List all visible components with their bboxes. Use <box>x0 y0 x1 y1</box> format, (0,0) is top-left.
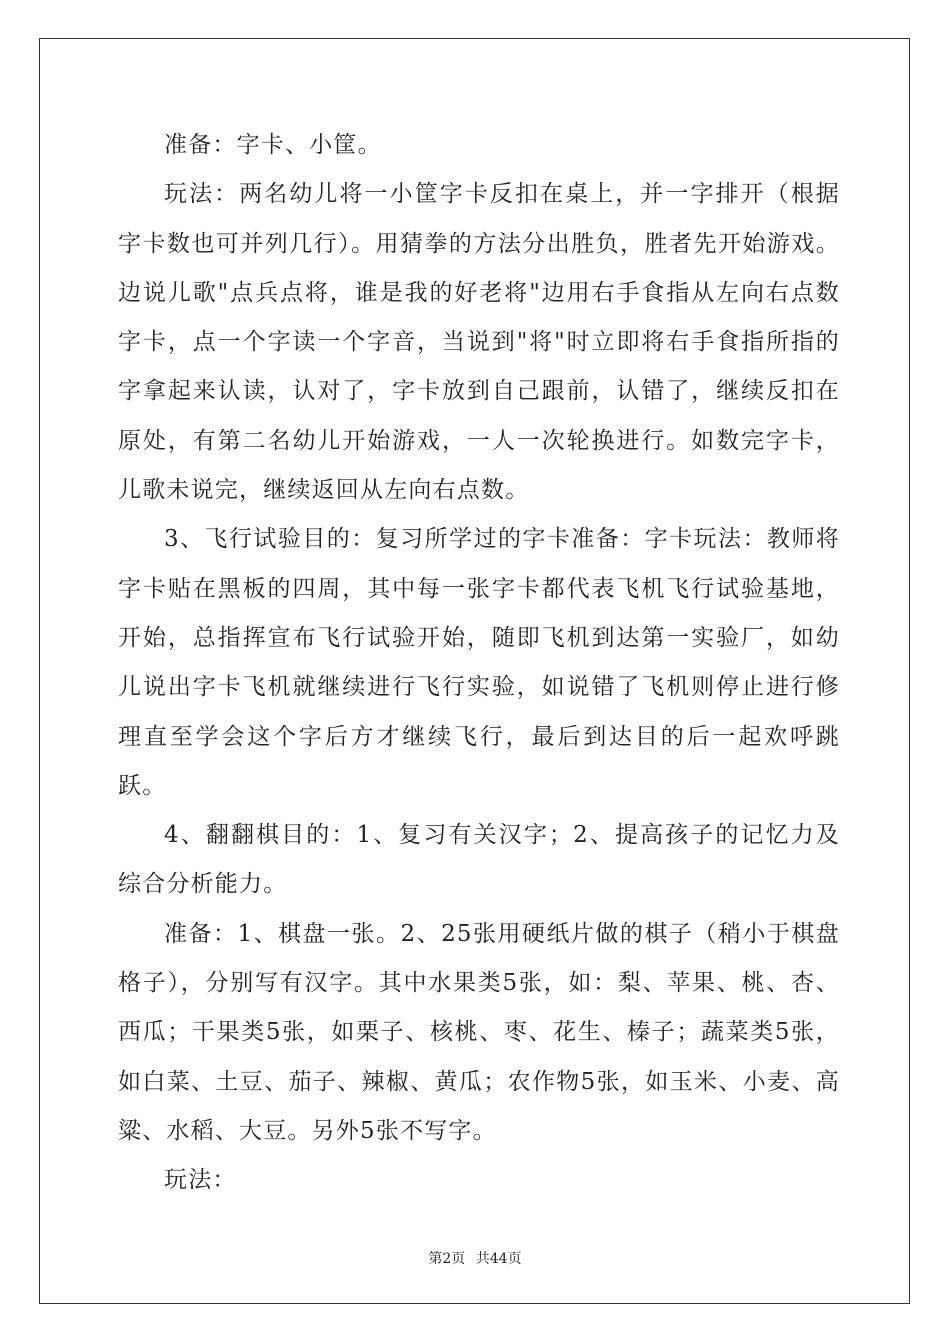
paragraph-gameplay-2: 玩法： <box>164 1167 237 1194</box>
paragraph-preparation-2: 准备：1、棋盘一张。2、25张用硬纸片做的棋子（稍小于棋盘格子），分别写有汉字。其中水果类5张，如：梨、苹果、桃、杏、西瓜；干果类5张，如栗子、核桃、枣、花生、榛子；蔬菜类5张，如白菜、土豆、茄子、辣椒、黄瓜；农作物5张，如玉米、小麦、高粱、水稻、大豆。另外5张不写字。 <box>118 920 840 1144</box>
page-total: 共44页 <box>475 1251 522 1267</box>
paragraph-flight-test: 3、飞行试验目的：复习所学过的字卡准备：字卡玩法：教师将字卡贴在黑板的四周，其中每一张字卡都代表飞机飞行试验基地，开始，总指挥宣布飞行试验开始，随即飞机到达第一实验厂，如幼儿说出字卡飞机就继续进行飞行实验，如说错了飞机则停止进行修理直至学会这个字后方才继续飞行，最后到达目的后一起欢呼跳跃。 <box>118 526 840 799</box>
paragraph-flip-chess-goal: 4、翻翻棋目的：1、复习有关汉字；2、提高孩子的记忆力及综合分析能力。 <box>118 822 840 898</box>
paragraph-gameplay-1: 玩法：两名幼儿将一小筐字卡反扣在桌上，并一字排开（根据字卡数也可并列几行）。用猜拳的方法分出胜负，胜者先开始游戏。边说儿歌"点兵点将，谁是我的好老将"边用右手食指从左向右点数字卡，点一个字读一个字音，当说到"将"时立即将右手食指所指的字拿起来认读，认对了，字卡放到自己跟前，认错了，继续反扣在原处，有第二名幼儿开始游戏，一人一次轮换进行。如数完字卡，儿歌未说完，继续返回从左向右点数。 <box>118 181 840 504</box>
page-footer <box>0 1248 950 1268</box>
page-number: 第2页 <box>428 1251 466 1267</box>
paragraph-preparation-1: 准备：字卡、小筐。 <box>164 132 382 158</box>
document-body <box>118 121 840 1206</box>
